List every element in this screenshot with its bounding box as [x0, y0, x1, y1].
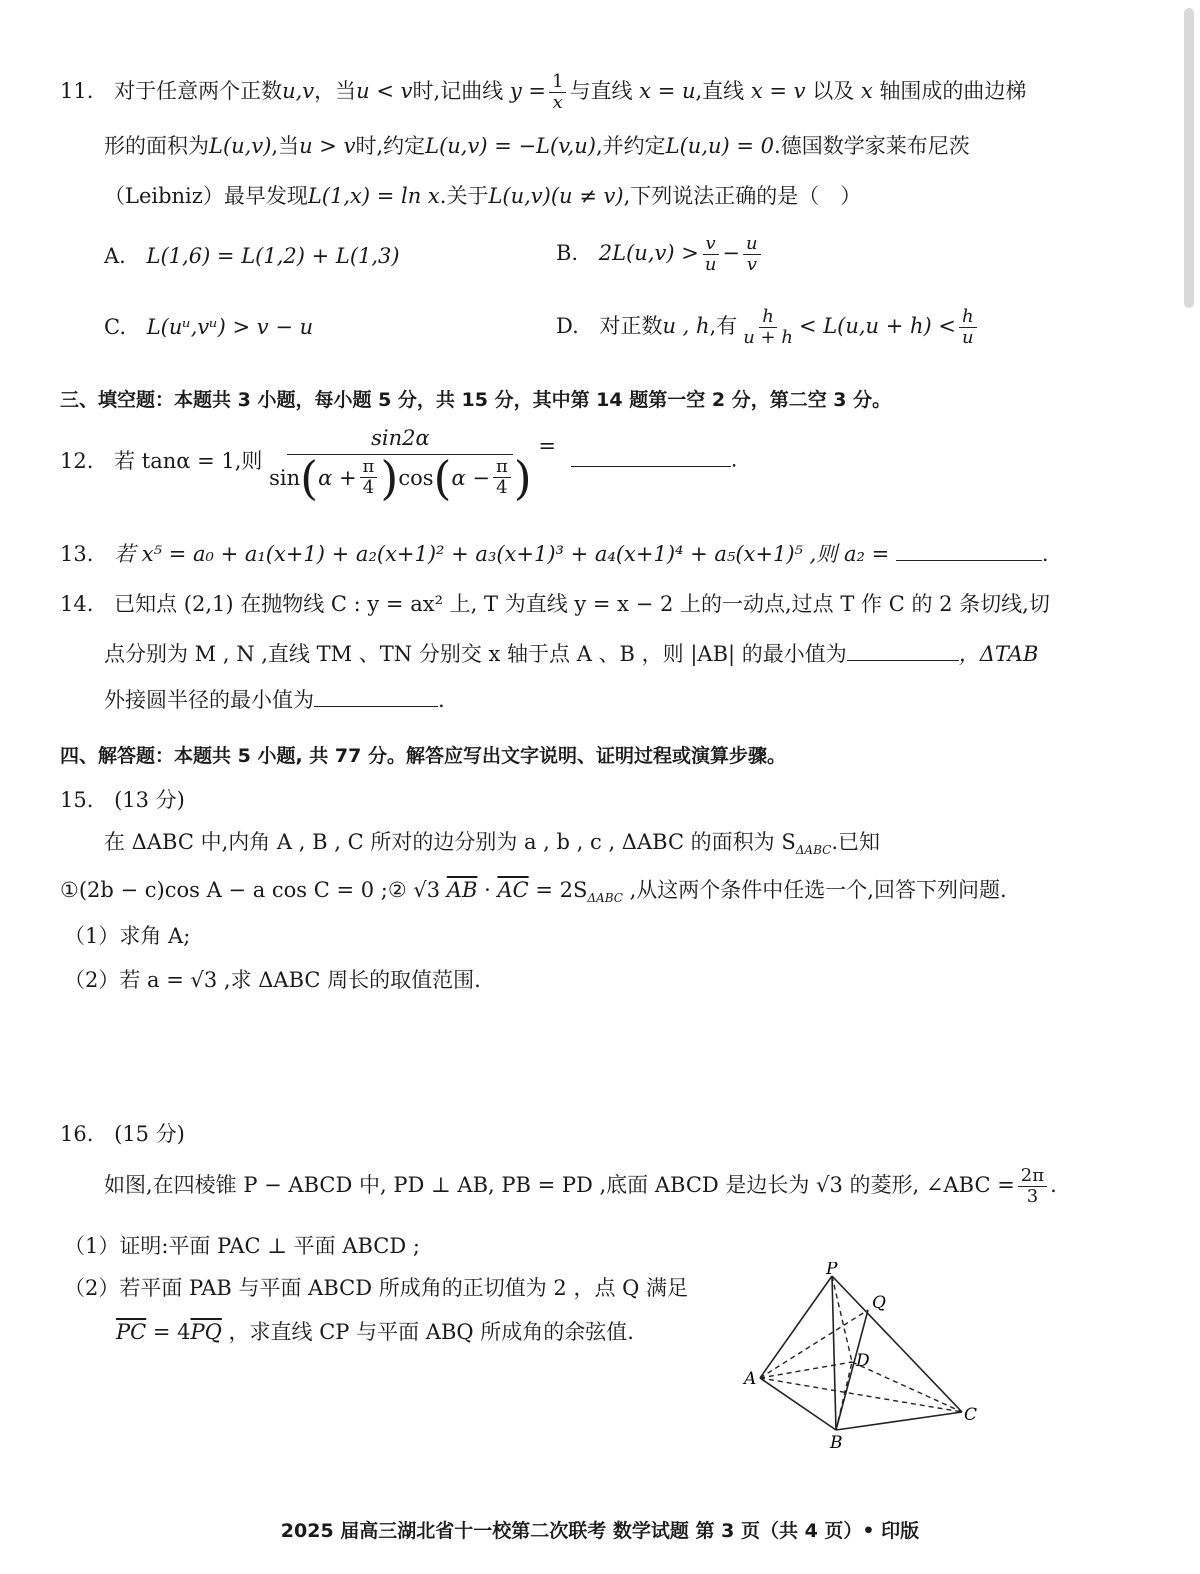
label-C: C [964, 1405, 978, 1425]
edge-AC [760, 1378, 962, 1412]
curve-fraction: $\frac{1}{x}$ [549, 72, 566, 113]
q15-header: 15. (13 分) [60, 788, 185, 812]
q11-option-b: B. 2L(u,v) > $\frac{v}{u}$ − $\frac{u}{v}$ [556, 230, 764, 276]
q16-part2-line1: （2）若平面 PAB 与平面 ABCD 所成角的正切值为 2 ，点 Q 满足 [64, 1276, 689, 1300]
q16-line1: 如图,在四棱锥 P − ABCD 中, PD ⊥ AB, PB = PD ,底面 ABCD 是边长为 √3 的菱形, ∠ABC = $\frac{2\pi}{3}$ . [104, 1165, 1057, 1207]
q13-answer-blank[interactable] [896, 540, 1042, 561]
edge-BD [836, 1362, 852, 1430]
label-B: B [830, 1433, 843, 1452]
q11-line2: 形的面积为L(u,v),当u > v时,约定L(u,v) = −L(v,u),并约定L(u,u) = 0.德国数学家莱布尼茨 [104, 134, 970, 158]
q14-line2: 点分别为 M , N ,直线 TM 、TN 分别交 x 轴于点 A 、B ，则 |AB| 的最小值为 ，ΔTAB [104, 642, 1039, 666]
q16-header: 16. (15 分) [60, 1122, 185, 1146]
q15-part1: （1）求角 A; [64, 924, 191, 948]
edge-AB [760, 1378, 836, 1430]
edge-AD [760, 1362, 852, 1378]
edge-PB [832, 1276, 836, 1430]
q12-answer-blank[interactable] [571, 446, 731, 467]
q14-answer-blank-2[interactable] [314, 686, 438, 707]
section-heading-fill-in: 三、填空题：本题共 3 小题，每小题 5 分，共 15 分，其中第 14 题第一空 2 分，第二空 3 分。 [60, 389, 892, 411]
q15-line1: 在 ΔABC 中,内角 A , B , C 所对的边分别为 a , b , c , ΔABC 的面积为 $S_{\Delta ABC}$.已知 [104, 830, 880, 858]
q16-part1: （1）证明:平面 PAC ⊥ 平面 ABCD ; [64, 1234, 420, 1258]
edge-PD [832, 1276, 852, 1362]
question-number: 11. [60, 79, 94, 103]
q11-option-a: A. L(1,6) = L(1,2) + L(1,3) [104, 244, 400, 268]
section-heading-solutions: 四、解答题：本题共 5 小题, 共 77 分。解答应写出文字说明、证明过程或演算步骤。 [60, 745, 786, 767]
q14-answer-blank-1[interactable] [847, 640, 959, 661]
label-A: A [744, 1369, 757, 1389]
q15-line2: ①(2b − c)cos A − a cos C = 0 ;② √3 $\overline{AB} \cdot \overline{AC} = 2S_{\Delta ABC}$ ,从这两个条件中任选一个,回答下列问题. [60, 878, 1007, 906]
q12: 12. 若 tanα = 1,则 sin2α sin ( α + $\frac{\pi}{4}$ ) cos ( α − $\frac{\pi}{4}$ ) = . [60, 426, 738, 505]
q14-line1: 14. 已知点 (2,1) 在抛物线 C : y = ax² 上, T 为直线 y = x − 2 上的一动点,过点 T 作 C 的 2 条切线,切 [60, 592, 1050, 616]
edge-PA [760, 1276, 832, 1378]
label-D: D [856, 1351, 870, 1371]
q11-option-d: D. 对正数u , h,有 $\frac{h}{u + h}$ < L(u,u + h) < $\frac{h}{u}$ [556, 301, 980, 351]
edge-BC [836, 1412, 962, 1430]
edge-PC [832, 1276, 962, 1412]
q13: 13. 若 x⁵ = a₀ + a₁(x+1) + a₂(x+1)² + a₃(x+1)³ + a₄(x+1)⁴ + a₅(x+1)⁵ ,则 a₂ = . [60, 542, 1049, 566]
label-Q: Q [872, 1293, 886, 1313]
label-P: P [826, 1262, 838, 1279]
q11-option-c: C. L(uᵘ,vᵘ) > v − u [104, 315, 314, 339]
q14-line3: 外接圆半径的最小值为 . [104, 688, 445, 712]
q16-part2-line2: $\overline{PC} = 4\overline{PQ}$ ，求直线 CP 与平面 ABQ 所成角的余弦值. [116, 1320, 634, 1344]
q15-part2: （2）若 a = √3 ,求 ΔABC 周长的取值范围. [64, 968, 481, 992]
scrollbar[interactable] [1184, 8, 1194, 308]
pyramid-figure [740, 1262, 990, 1452]
q11-line1: 11. 对于任意两个正数u,v，当u < v时,记曲线 y = $\frac{1}{x}$ 与直线 x = u,直线 x = v 以及 x 轴围成的曲边梯 [60, 71, 1027, 113]
q11-line3: （Leibniz）最早发现L(1,x) = ln x.关于L(u,v)(u ≠ v),下列说法正确的是（ ） [104, 184, 862, 208]
page-footer: 2025 届高三湖北省十一校第二次联考 数学试题 第 3 页（共 4 页）• 印版 [280, 1520, 920, 1542]
q12-expression: sin2α sin ( α + $\frac{\pi}{4}$ ) cos ( α − $\frac{\pi}{4}$ ) [269, 426, 532, 505]
